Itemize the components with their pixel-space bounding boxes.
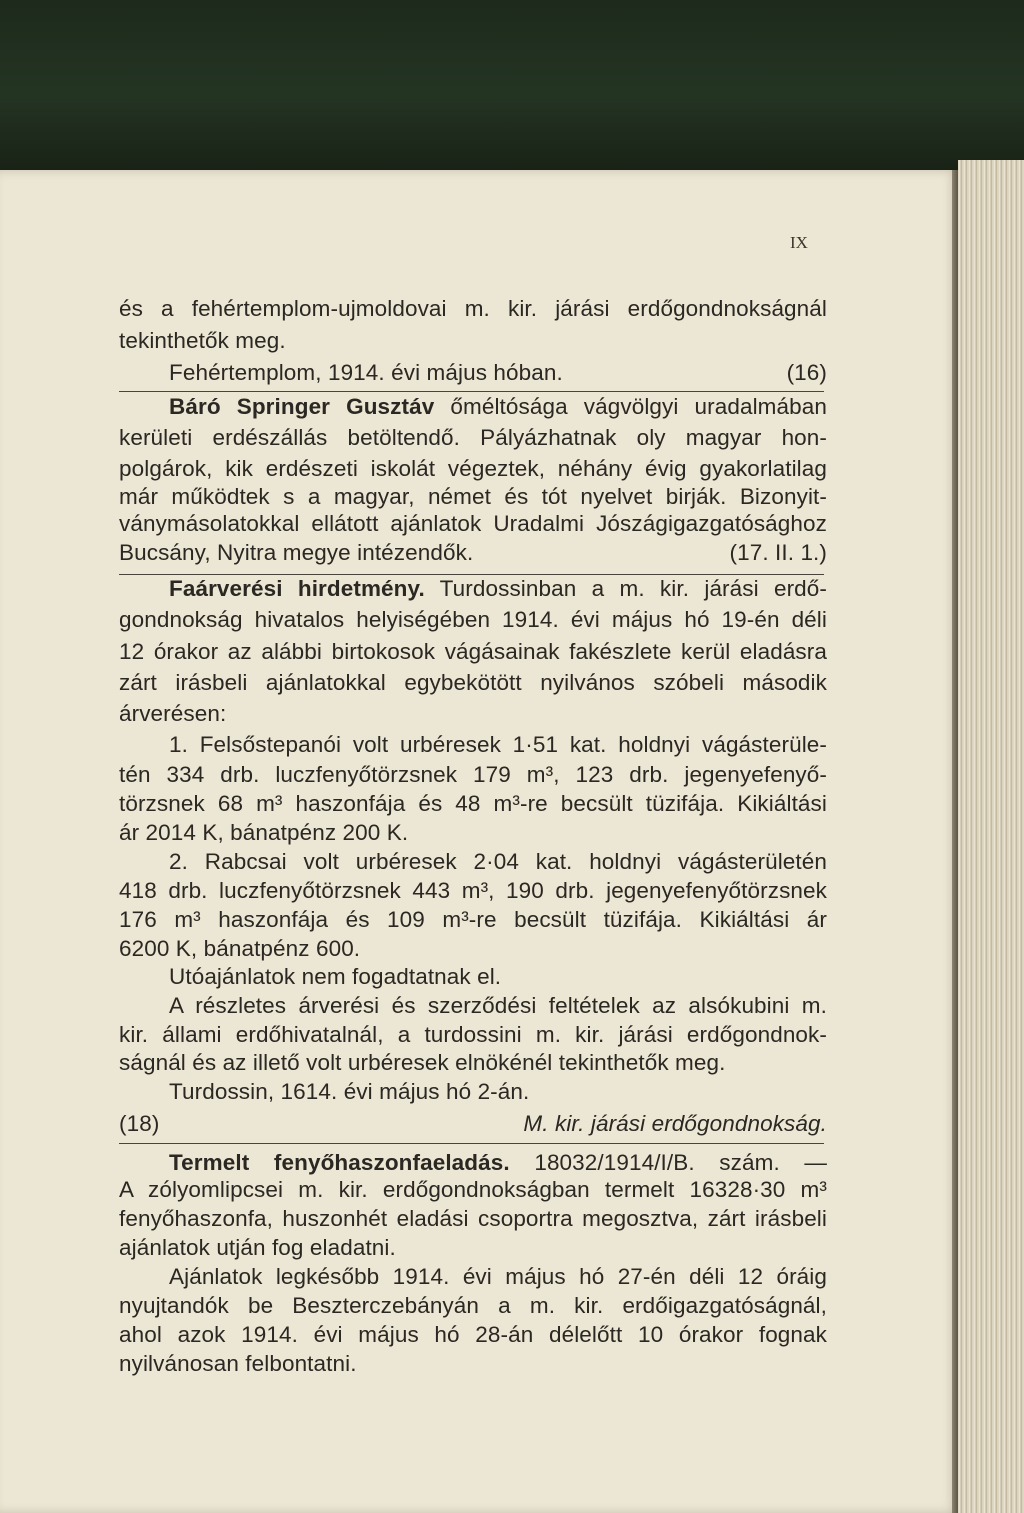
item-2-line-2: 418 drb. luczfenyőtörzsnek 443 m³, 190 drb. jegenyefenyőtörzsnek bbox=[119, 878, 827, 903]
notice-16-closing bbox=[169, 360, 827, 386]
notice-17-line-3: polgárok, kik erdészeti iskolát végeztek, néhány évig gyakorlatilag bbox=[119, 456, 827, 481]
notice-19-line-8: nyilvánosan felbontatni. bbox=[119, 1351, 357, 1376]
item-2-line-1: 2. Rabcsai volt urbéresek 2·04 kat. holdnyi vágásterületén bbox=[169, 849, 827, 874]
separator-rule bbox=[119, 574, 824, 575]
notice-18-line-3: 12 órakor az alábbi birtokosok vágásainak fakészlete kerül eladásra bbox=[119, 639, 827, 664]
notice-18-note-2-line-2: kir. állami erdőhivatalnál, a turdossini m. kir. járási erdőgondnok- bbox=[119, 1022, 827, 1047]
notice-16-place-date: Fehértemplom, 1914. évi május hóban. bbox=[169, 360, 563, 385]
notice-18-lead: Faárverési hirdetmény. bbox=[169, 576, 425, 601]
notice-17-closing bbox=[119, 540, 827, 566]
page-stack-edge bbox=[958, 160, 1024, 1513]
item-2-line-3: 176 m³ haszonfája és 109 m³-re becsült tüzifája. Kikiáltási ár bbox=[119, 907, 827, 932]
separator-rule bbox=[119, 391, 824, 392]
notice-17-line-4: már működtek s a magyar, német és tót nyelvet birják. Bizonyit- bbox=[119, 484, 827, 509]
scan-dark-background bbox=[0, 0, 1024, 172]
notice-18-line-1: Faárverési hirdetmény. Turdossinban a m. kir. járási erdő- bbox=[169, 576, 827, 601]
notice-18-line-2: gondnokság hivatalos helyiségében 1914. évi május hó 19-én déli bbox=[119, 607, 827, 632]
notice-19-line-1: Termelt fenyőhaszonfaeladás. 18032/1914/I/B. szám. — bbox=[169, 1150, 828, 1175]
page-number: IX bbox=[790, 233, 808, 252]
notice-19-line-2: A zólyomlipcsei m. kir. erdőgondnokságban termelt 16328·30 m³ bbox=[119, 1177, 827, 1202]
item-2-line-4: 6200 K, bánatpénz 600. bbox=[119, 936, 361, 961]
item-1-line-1: 1. Felsőstepanói volt urbéresek 1·51 kat. holdnyi vágásterüle- bbox=[169, 732, 827, 757]
notice-19-line-6: nyujtandók be Beszterczebányán a m. kir. erdőigazgatóságnál, bbox=[119, 1293, 827, 1318]
item-1-line-4: ár 2014 K, bánatpénz 200 K. bbox=[119, 820, 409, 845]
notice-18-note-2-line-3: ságnál és az illető volt urbéresek elnökénél tekinthetők meg. bbox=[119, 1050, 726, 1075]
notice-17-line-5: ványmásolatokkal ellátott ajánlatok Uradalmi Jószágigazgatósághoz bbox=[119, 511, 827, 536]
notice-18-line-5: árverésen: bbox=[119, 701, 227, 726]
notice-19-line-5: Ajánlatok legkésőbb 1914. évi május hó 27-én déli 12 óráig bbox=[169, 1264, 827, 1289]
notice-19-line-4: ajánlatok utján fog eladatni. bbox=[119, 1235, 396, 1260]
notice-19-line-7: ahol azok 1914. évi május hó 28-án délelőtt 10 órakor fognak bbox=[119, 1322, 827, 1347]
notice-16-line-2: tekinthetők meg. bbox=[119, 328, 286, 353]
item-1-line-3: törzsnek 68 m³ haszonfája és 48 m³-re becsült tüzifája. Kikiáltási bbox=[119, 791, 827, 816]
notice-17-line-2: kerületi erdészállás betöltendő. Pályázhatnak oly magyar hon- bbox=[119, 425, 827, 450]
notice-17-lead: Báró Springer Gusztáv bbox=[169, 394, 435, 419]
separator-rule bbox=[119, 1143, 824, 1144]
notice-17-line-1: Báró Springer Gusztáv őméltósága vágvölgyi uradalmában bbox=[169, 394, 827, 419]
notice-17-ref: (17. II. 1.) bbox=[729, 540, 827, 565]
item-1-line-2: tén 334 drb. luczfenyőtörzsnek 179 m³, 123 drb. jegenyefenyő- bbox=[119, 762, 827, 787]
notice-16-line-1: és a fehértemplom-ujmoldovai m. kir. járási erdőgondnokságnál bbox=[119, 296, 827, 321]
notice-18-ref: (18) bbox=[119, 1111, 160, 1136]
notice-18-note-1: Utóajánlatok nem fogadtatnak el. bbox=[169, 964, 502, 989]
notice-19-line-3: fenyőhaszonfa, huszonhét eladási csoportra megosztva, zárt irásbeli bbox=[119, 1206, 827, 1231]
notice-18-line-4: zárt irásbeli ajánlatokkal egybekötött nyilvános szóbeli második bbox=[119, 670, 827, 695]
notice-17-line-6: Bucsány, Nyitra megye intézendők. bbox=[119, 540, 474, 565]
notice-18-note-2-line-1: A részletes árverési és szerződési feltételek az alsókubini m. bbox=[169, 993, 827, 1018]
notice-18-closing bbox=[119, 1111, 827, 1137]
notice-18-signature: M. kir. járási erdőgondnokság. bbox=[523, 1111, 827, 1136]
notice-19-lead: Termelt fenyőhaszonfaeladás. bbox=[169, 1150, 510, 1175]
notice-18-place-date: Turdossin, 1614. évi május hó 2-án. bbox=[169, 1079, 530, 1104]
notice-16-ref: (16) bbox=[786, 360, 827, 385]
